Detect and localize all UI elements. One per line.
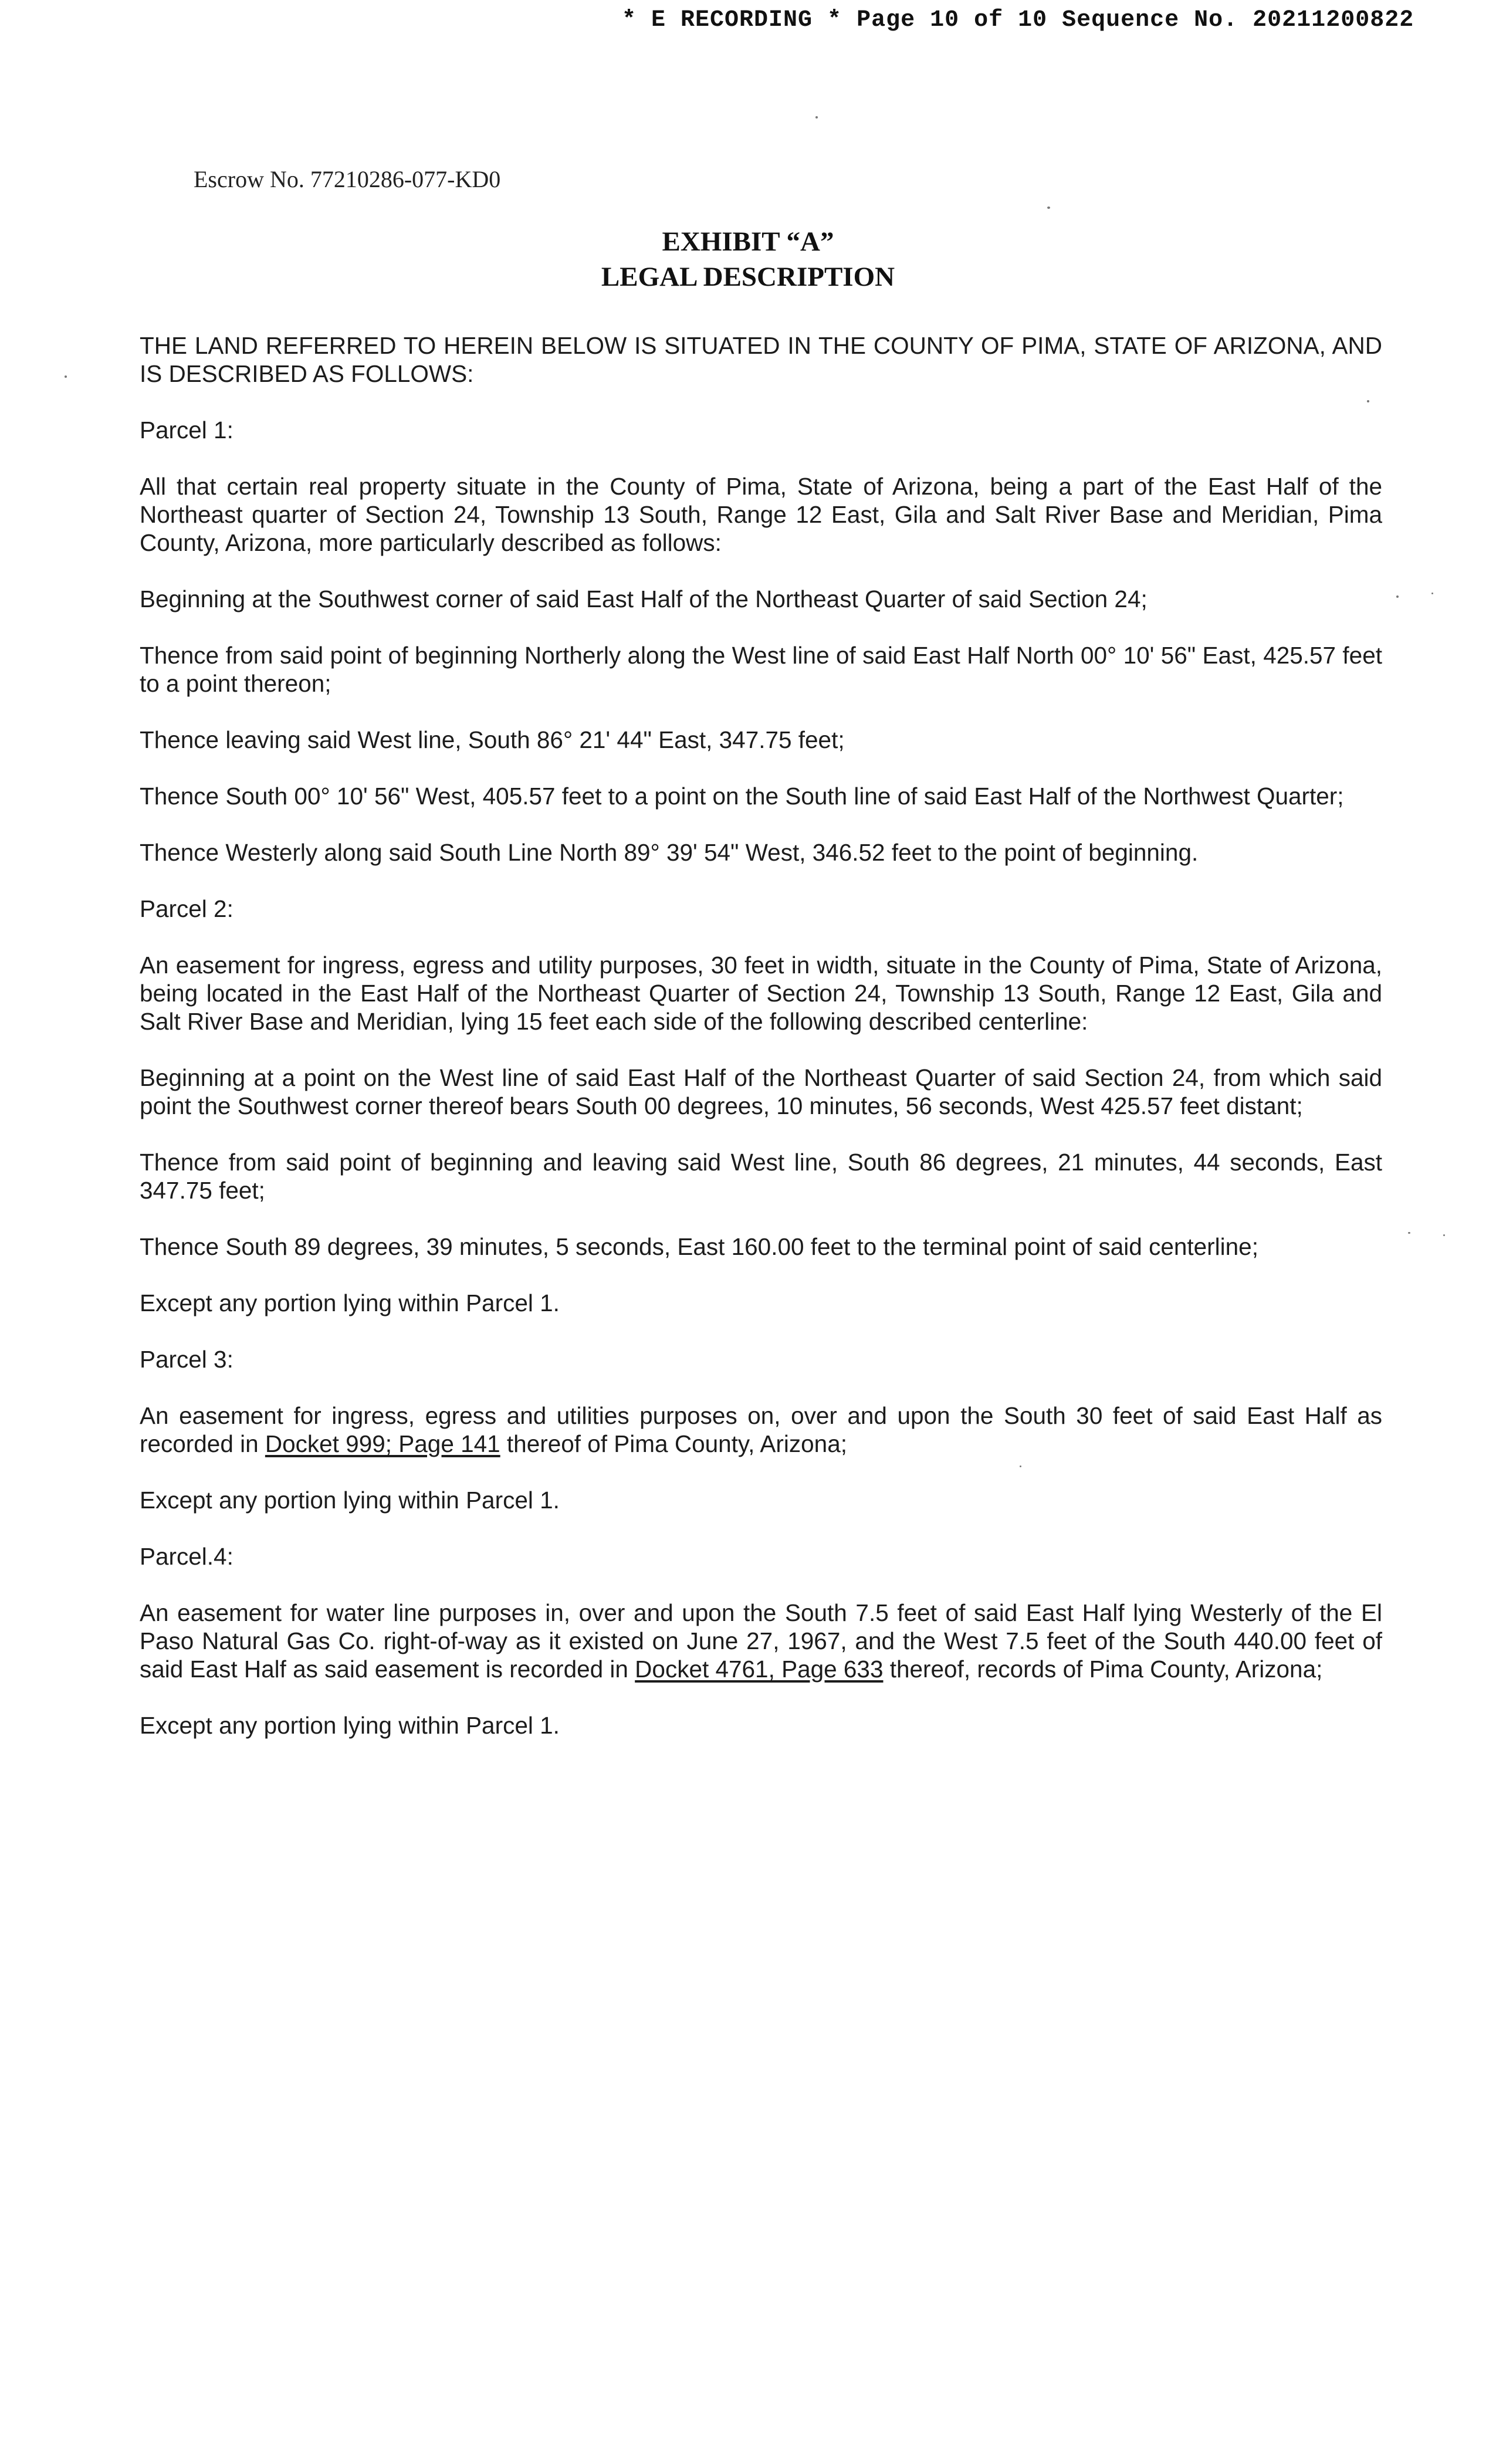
scan-speck (815, 116, 818, 119)
parcel-4-description (140, 1599, 1382, 1683)
scan-speck (1408, 1232, 1410, 1234)
parcel-3-text-after: thereof of Pima County, Arizona; (500, 1430, 847, 1457)
parcel-2-description: An easement for ingress, egress and utility purposes, 30 feet in width, situate in the County of Pima, State of Arizona, being located in the East Half of the Northeast Quarter of Section 24, Township 13 South, Range 12 East, Gila and Salt River Base and Meridian, lying 15 feet each side of the following described centerline: (140, 952, 1382, 1035)
docket-999-reference: Docket 999; Page 141 (265, 1430, 500, 1457)
parcel-1-description: All that certain real property situate in the County of Pima, State of Arizona, being a part of the East Half of the Northeast quarter of Section 24, Township 13 South, Range 12 East, Gila and Salt River Base and Meridian, Pima County, Arizona, more particularly described as follows: (140, 473, 1382, 556)
escrow-number: Escrow No. 77210286-077-KD0 (194, 166, 501, 192)
intro-paragraph: THE LAND REFERRED TO HEREIN BELOW IS SITUATED IN THE COUNTY OF PIMA, STATE OF ARIZONA, AND IS DESCRIBED AS FOLLOWS: (140, 332, 1382, 387)
parcel-1-course-4: Thence Westerly along said South Line North 89° 39' 54" West, 346.52 feet to the point of beginning. (140, 839, 1199, 866)
parcel-3-text-before: An easement for ingress, egress and utilities purposes on, over and upon the South 30 feet of said East Half as recorded in (140, 1402, 1382, 1457)
scan-speck (1396, 595, 1399, 598)
parcel-1-course-2: Thence leaving said West line, South 86° 21' 44" East, 347.75 feet; (140, 726, 845, 753)
scan-speck (1047, 207, 1050, 209)
scan-speck (1431, 593, 1433, 594)
parcel-3-heading: Parcel 3: (140, 1346, 233, 1373)
scan-speck (65, 375, 67, 378)
parcel-1-beginning: Beginning at the Southwest corner of said East Half of the Northeast Quarter of said Section 24; (140, 585, 1148, 612)
parcel-3-description (140, 1402, 1382, 1458)
parcel-4-text-after: thereof, records of Pima County, Arizona; (883, 1656, 1323, 1683)
scan-speck (1020, 1465, 1021, 1467)
scan-speck (1443, 1234, 1445, 1236)
exhibit-title: EXHIBIT “A” (662, 226, 834, 257)
parcel-2-course-1: Thence from said point of beginning and leaving said West line, South 86 degrees, 21 minutes, 44 seconds, East 347.75 feet; (140, 1149, 1382, 1204)
parcel-3-exception: Except any portion lying within Parcel 1. (140, 1487, 560, 1514)
parcel-4-heading: Parcel.4: (140, 1543, 233, 1570)
docket-4761-reference: Docket 4761, Page 633 (635, 1656, 884, 1683)
parcel-2-course-2: Thence South 89 degrees, 39 minutes, 5 seconds, East 160.00 feet to the terminal point of said centerline; (140, 1233, 1258, 1260)
parcel-4-exception: Except any portion lying within Parcel 1. (140, 1712, 560, 1739)
parcel-2-exception: Except any portion lying within Parcel 1. (140, 1289, 560, 1316)
parcel-1-course-3: Thence South 00° 10' 56" West, 405.57 feet to a point on the South line of said East Half of the Northwest Quarter; (140, 783, 1344, 810)
recording-header: * E RECORDING * Page 10 of 10 Sequence No. 20211200822 (622, 7, 1414, 33)
exhibit-heading (0, 224, 1496, 295)
parcel-4-text-before: An easement for water line purposes in, over and upon the South 7.5 feet of said East Half lying Westerly of the El Paso Natural Gas Co. right-of-way as it existed on June 27, 1967, and the West 7.5 feet of the South 440.00 feet of said East Half as said easement is recorded in (140, 1599, 1382, 1683)
legal-description-body (140, 331, 1382, 1739)
parcel-2-beginning: Beginning at a point on the West line of said East Half of the Northeast Quarter of said Section 24, from which said point the Southwest corner thereof bears South 00 degrees, 10 minutes, 56 seconds, West 425.57 feet distant; (140, 1064, 1382, 1119)
parcel-2-heading: Parcel 2: (140, 895, 233, 922)
parcel-1-heading: Parcel 1: (140, 417, 233, 444)
exhibit-subtitle: LEGAL DESCRIPTION (601, 262, 895, 292)
parcel-1-course-1: Thence from said point of beginning Northerly along the West line of said East Half North 00° 10' 56" East, 425.57 feet to a point thereon; (140, 642, 1382, 697)
scan-speck (1367, 400, 1369, 402)
